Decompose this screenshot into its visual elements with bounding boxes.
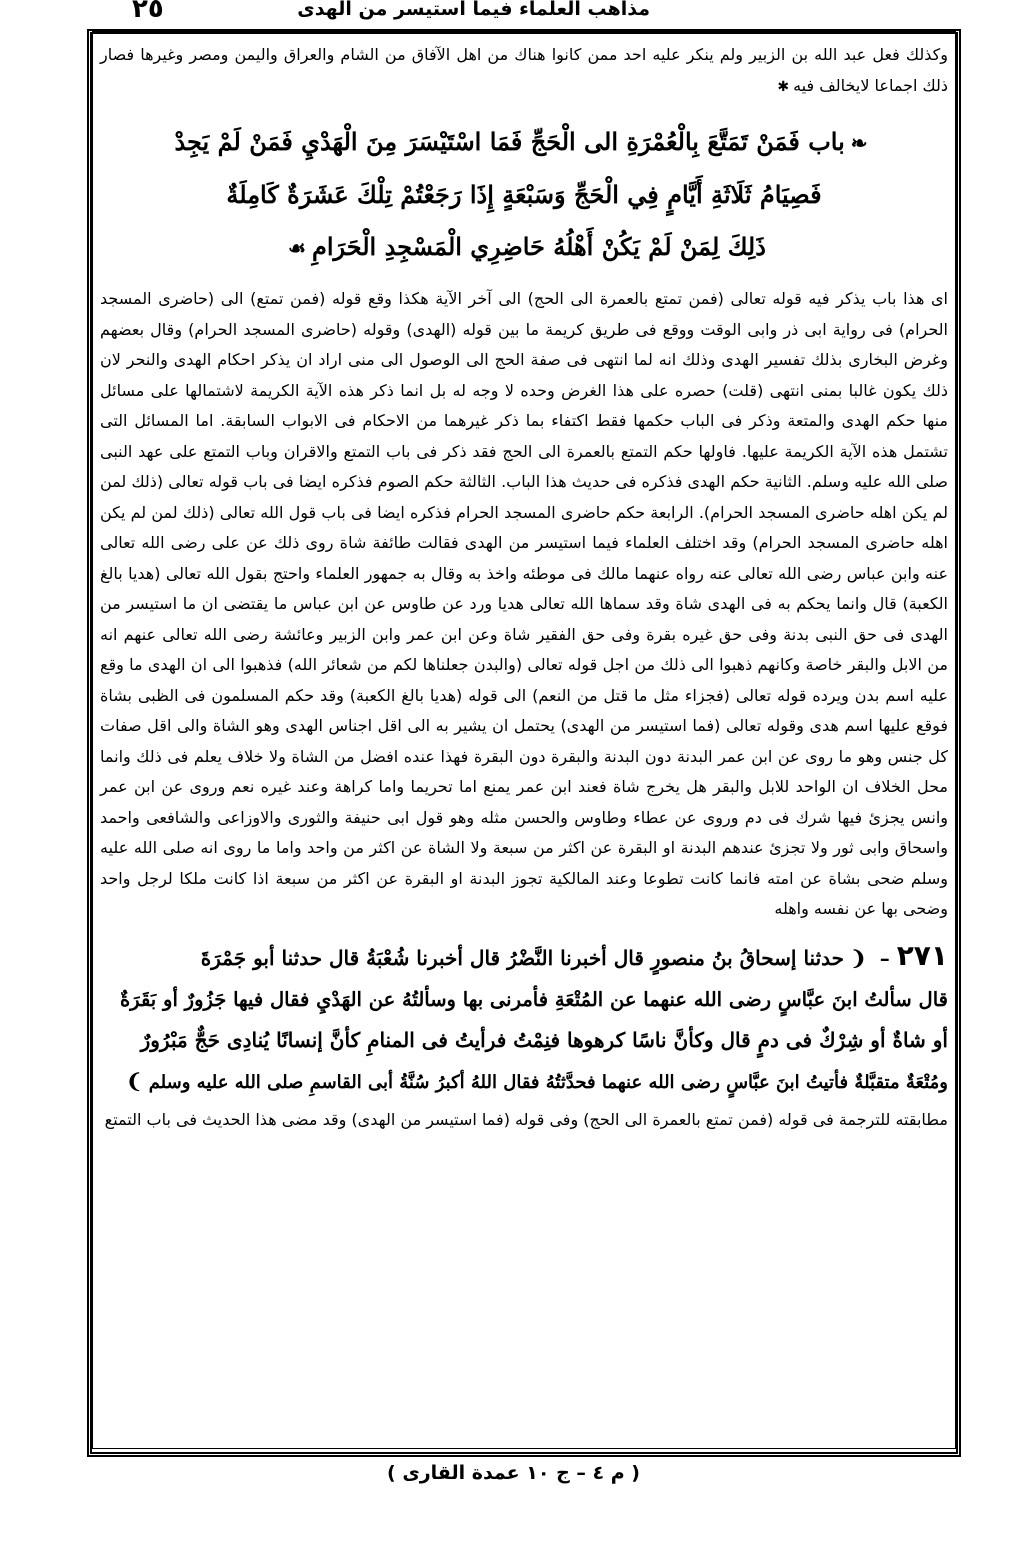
hadith-line-3: أو شاةٌ أو شِرْكٌ فى دمٍ قال وكأنَّ ناسًا كرهوها فنِمْتُ فرأيتُ فى المنامِ كأنَّ إنسانًا يُنادِى حَجٌّ مَبْرُورٌ bbox=[140, 1027, 948, 1052]
chapter-heading-line-1 bbox=[100, 116, 948, 169]
bracket-ornament-icon: ❨ bbox=[850, 945, 867, 970]
page-footer: ( م ٤ – ج ١٠ عمدة القارى ) bbox=[387, 1462, 640, 1484]
chapter-heading-line-2: فَصِيَامُ ثَلَاثَةِ أَيَّامٍ فِي الْحَجِّ وَسَبْعَةٍ إِذَا رَجَعْتُمْ تِلْكَ عَشَرَةٌ كَامِلَةٌ bbox=[226, 180, 822, 209]
chapter-heading-text-1: باب فَمَنْ تَمَتَّعَ بِالْعُمْرَةِ الى الْحَجِّ فَمَا اسْتَيْسَرَ مِنَ الْهَدْيِ فَمَنْ لَمْ يَجِدْ bbox=[174, 127, 845, 156]
intro-paragraph bbox=[100, 40, 948, 102]
chapter-heading-text-3: ذَلِكَ لِمَنْ لَمْ يَكُنْ أَهْلُهُ حَاضِرِي الْمَسْجِدِ الْحَرَامِ bbox=[311, 232, 766, 261]
chapter-heading bbox=[100, 116, 948, 274]
hadith-text-4: ومُتْعَةٌ متقبَّلةٌ فأتيتُ ابنَ عبَّاسٍ رضى الله عنهما فحدَّثتُهُ فقال اللهُ أكبرُ سُنَّةُ أبى القاسمِ صلى الله عليه وسلم bbox=[148, 1071, 948, 1093]
hadith-number: ٢٧١ bbox=[896, 938, 948, 972]
chapter-heading-line-3 bbox=[100, 221, 948, 274]
star-ornament-icon: ✱ bbox=[777, 78, 790, 95]
hadith-block bbox=[100, 935, 948, 1103]
tail-note: مطابقته للترجمة فى قوله (فمن تمتع بالعمرة الى الحج) وفى قوله (فما استيسر من الهدى) وقد مضى هذا الحديث فى باب التمتع bbox=[104, 1109, 948, 1129]
intro-text: وكذلك فعل عبد الله بن الزبير ولم ينكر عليه احد ممن كانوا هناك من اهل الآفاق من الشام والعراق واليمن ومصر وغيرها فصار ذلك اجماعا لايخالف فيه bbox=[100, 45, 948, 95]
commentary-paragraph: اى هذا باب يذكر فيه قوله تعالى (فمن تمتع بالعمرة الى الحج) الى آخر الآية هكذا وقع قوله (فمن تمتع) الى (حاضرى المسجد الحرام) فى رواية ابى ذر وابى الوقت ووقع فى طريق كريمة ما بين قوله (الهدى) وقوله (حاضرى المسجد الحرام) وقال بعضهم وغرض البخارى بذلك تفسير الهدى وذلك انه لما انتهى فى صفة الحج الى الوصول الى منى اراد ان يذكر احكام الهدى والنحر لان ذلك يكون غالبا بمنى انتهى (قلت) حصره على هذا الغرض وحده لا وجه له بل انما ذكر هذه الآية الكريمة لاشتمالها على مسائل منها حكم الهدى والمتعة وذكر فى الباب حكمها فقط اكتفاء بما ذكر غيرهما من الاحكام فى الابواب السابقة. اما المسائل التى تشتمل هذه الآية الكريمة عليها. فاولها حكم التمتع بالعمرة الى الحج فقد ذكر فى باب التمتع والاقران وباب التمتع على عهد النبى صلى الله عليه وسلم. الثانية حكم الهدى فذكره فى حديث هذا الباب. الثالثة حكم الصوم فذكره ايضا فى باب قوله تعالى (ذلك لمن لم يكن اهله حاضرى المسجد الحرام). الرابعة حكم حاضرى المسجد الحرام فذكره ايضا فى باب قول الله تعالى (ذلك لمن لم يكن اهله حاضرى المسجد الحرام) وقد اختلف العلماء فيما استيسر من الهدى فقالت طائفة شاة روى ذلك عن على رضى الله تعالى عنه وابن عباس رضى الله تعالى عنه رواه عنهما مالك فى موطئه واخذ به وقال به جمهور العلماء واحتج بقول الله تعالى (هديا بالغ الكعبة) قال وانما يحكم به فى الهدى شاة وقد سماها الله تعالى هديا ورد عن طاوس عن ابن عباس ما يقتضى ان ما استيسر من الهدى فى حق النبى بدنة وفى حق غيره بقرة وفى حق الفقير شاة وعن ابن عمر وابن الزبير وعائشة رضى الله تعالى عنهم انه من الابل والبقر خاصة وكانهم ذهبوا الى ذلك من اجل قوله تعالى (والبدن جعلناها لكم من شعائر الله) فذهبوا الى ان الهدى ما وقع عليه اسم بدن ويرده قوله تعالى (فجزاء مثل ما قتل من النعم) الى قوله (هديا بالغ الكعبة) وقد حكم المسلمون فى الظبى بشاة فوقع عليها اسم هدى وقوله تعالى (فما استيسر من الهدى) يحتمل ان يشير به الى اقل اجناس الهدى وهو الشاة والى اقل صفات كل جنس وهو ما روى عن ابن عمر البدنة دون البدنة والبقرة دون البقرة فهذا عنده افضل من الشاة ولا خلاف يعلم فى ذلك وانما محل الخلاف ان الواحد للابل والبقر هل يخرج شاة فعند ابن عمر يمنع اما تحريما واما كراهة وعند غيره نعم وروى عن ابن عمر وانس يجزئ فيها شرك فى دم وروى عن عطاء وطاوس والحسن مثله وهو قول ابى حنيفة والثورى والاوزاعى والشافعى واحمد واسحاق وابى ثور ولا تجزئ عندهم البدنة او البقرة عن اكثر من سبعة ولا الشاة عن اكثر من واحد واما ما روى انه صلى الله عليه وسلم ضحى بشاة عن امته فانما كانت تطوعا وعند المالكية تجوز البدنة او البقرة عن اكثر من سبعة اذا كانت ملكا لرجل واحد وضحى بها عن نفسه واهله bbox=[100, 289, 948, 918]
page-content bbox=[100, 40, 948, 1151]
running-title: مذاهب العلماء فيما استيسر من الهدى bbox=[297, 0, 650, 20]
hadith-line-4 bbox=[100, 1061, 948, 1103]
hadith-text-1: حدثنا إسحاقُ بنُ منصورٍ قال أخبرنا النَّضْرُ قال أخبرنا شُعْبَةُ قال حدثنا أبو جَمْرَةَ bbox=[200, 945, 845, 970]
page-number: ٢٥ bbox=[132, 0, 164, 24]
page-header bbox=[90, 0, 950, 30]
hadith-line-2: قال سألتُ ابنَ عبَّاسٍ رضى الله عنهما عن المُتْعَةِ فأمرنى بها وسألتُهُ عن الهَدْيِ فقال فيها جَزُورٌ أو بَقَرَةٌ bbox=[119, 987, 948, 1011]
hadith-line-1: ٢٧١ – ❨حدثنا إسحاقُ بنُ منصورٍ قال أخبرنا النَّضْرُ قال أخبرنا شُعْبَةُ قال حدثنا أبو جَمْرَةَ bbox=[200, 938, 948, 972]
commentary-block bbox=[100, 284, 948, 925]
bracket-ornament-icon: ❩ bbox=[125, 1068, 143, 1093]
leaf-ornament-icon: ☙ bbox=[288, 236, 306, 260]
leaf-ornament-icon: ❧ bbox=[850, 131, 868, 155]
